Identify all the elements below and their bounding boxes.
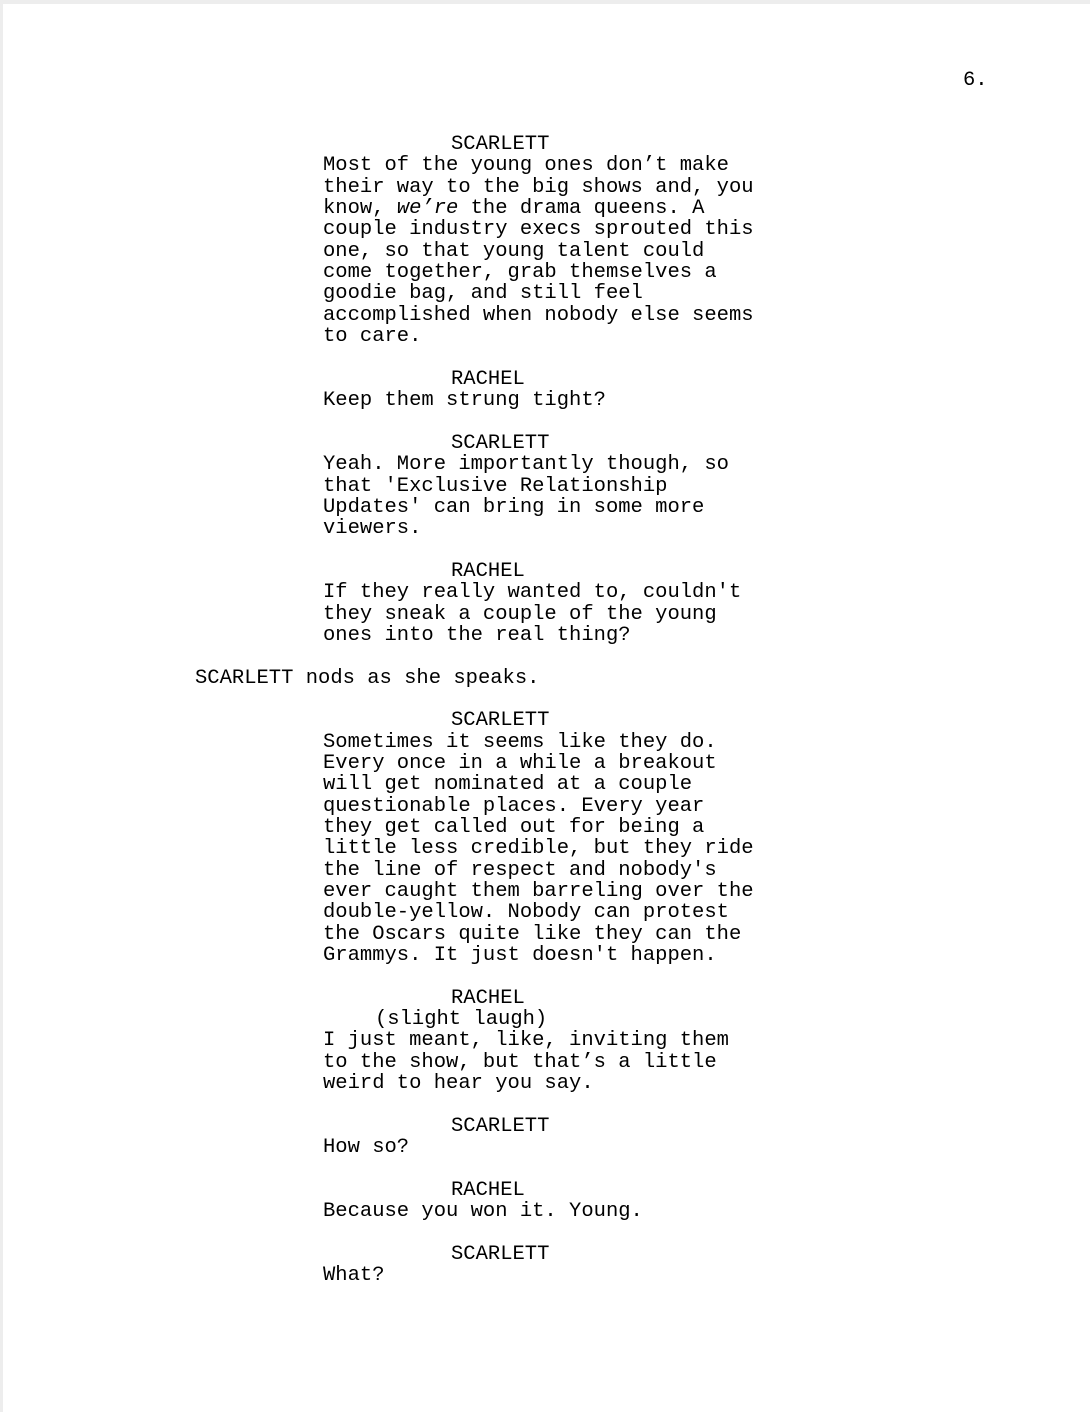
dialogue-line: come together, grab themselves a <box>323 261 717 285</box>
dialogue-line: How so? <box>323 1136 410 1160</box>
spacer <box>3 966 1090 987</box>
dialogue-line: couple industry execs sprouted this <box>323 218 754 242</box>
dialogue-line: Updates' can bring in some more <box>323 495 705 519</box>
dialogue-line: Keep them strung tight? <box>323 389 606 413</box>
dialogue-line: Most of the young ones don’t make <box>323 154 729 178</box>
dialogue-line: Sometimes it seems like they do. <box>323 730 717 754</box>
dialogue-line: Grammys. It just doesn't happen. <box>323 944 717 968</box>
dialogue-line: Yeah. More importantly though, so <box>323 453 729 477</box>
spacer <box>3 1159 1090 1180</box>
character-cue: SCARLETT <box>451 709 550 733</box>
dialogue-line: that 'Exclusive Relationship <box>323 474 668 498</box>
dialogue-line: If they really wanted to, couldn't <box>323 581 742 605</box>
screenplay-body <box>3 134 1090 1287</box>
dialogue-line: ever caught them barreling over the <box>323 880 754 904</box>
dialogue-line: their way to the big shows and, you <box>323 175 754 199</box>
spacer <box>3 411 1090 432</box>
dialogue-line: they sneak a couple of the young <box>323 602 717 626</box>
parenthetical: (slight laugh) <box>375 1008 548 1032</box>
dialogue-line: the line of respect and nobody's <box>323 858 717 882</box>
dialogue-line: questionable places. Every year <box>323 794 705 818</box>
spacer <box>3 347 1090 368</box>
spacer <box>3 540 1090 561</box>
dialogue-line: double-yellow. Nobody can protest <box>323 901 729 925</box>
dialogue-line: Because you won it. Young. <box>323 1200 643 1224</box>
screenplay-page <box>3 4 1090 1412</box>
spacer <box>3 646 1090 667</box>
character-cue: SCARLETT <box>451 1242 550 1266</box>
character-cue: SCARLETT <box>451 133 550 156</box>
dialogue-line: know, we’re the drama queens. A <box>323 197 705 221</box>
spacer <box>3 1223 1090 1244</box>
character-cue: RACHEL <box>451 986 525 1010</box>
character-cue: SCARLETT <box>451 1114 550 1138</box>
action-line: SCARLETT nods as she speaks. <box>195 666 540 690</box>
dialogue-line: to care. <box>323 325 422 349</box>
spacer <box>3 1094 1090 1115</box>
dialogue-line: What? <box>323 1264 385 1288</box>
character-cue: RACHEL <box>451 1178 525 1202</box>
character-cue: RACHEL <box>451 559 525 583</box>
dialogue-line: the Oscars quite like they can the <box>323 922 742 946</box>
spacer <box>3 689 1090 710</box>
dialogue-line: goodie bag, and still feel <box>323 282 643 306</box>
dialogue-line: accomplished when nobody else seems <box>323 303 754 327</box>
dialogue-line: weird to hear you say. <box>323 1072 594 1096</box>
character-cue: SCARLETT <box>451 431 550 455</box>
dialogue-line: will get nominated at a couple <box>323 773 693 797</box>
character-cue: RACHEL <box>451 367 525 391</box>
dialogue-line: I just meant, like, inviting them <box>323 1029 729 1053</box>
dialogue-line: to the show, but that’s a little <box>323 1050 717 1074</box>
dialogue-line: viewers. <box>323 517 422 541</box>
dialogue-line: ones into the real thing? <box>323 623 631 647</box>
page-number: 6. <box>963 69 988 92</box>
dialogue-line: they get called out for being a <box>323 816 705 839</box>
dialogue-line: little less credible, but they ride <box>323 837 754 861</box>
dialogue-line: Every once in a while a breakout <box>323 751 717 775</box>
dialogue-line: one, so that young talent could <box>323 239 705 263</box>
